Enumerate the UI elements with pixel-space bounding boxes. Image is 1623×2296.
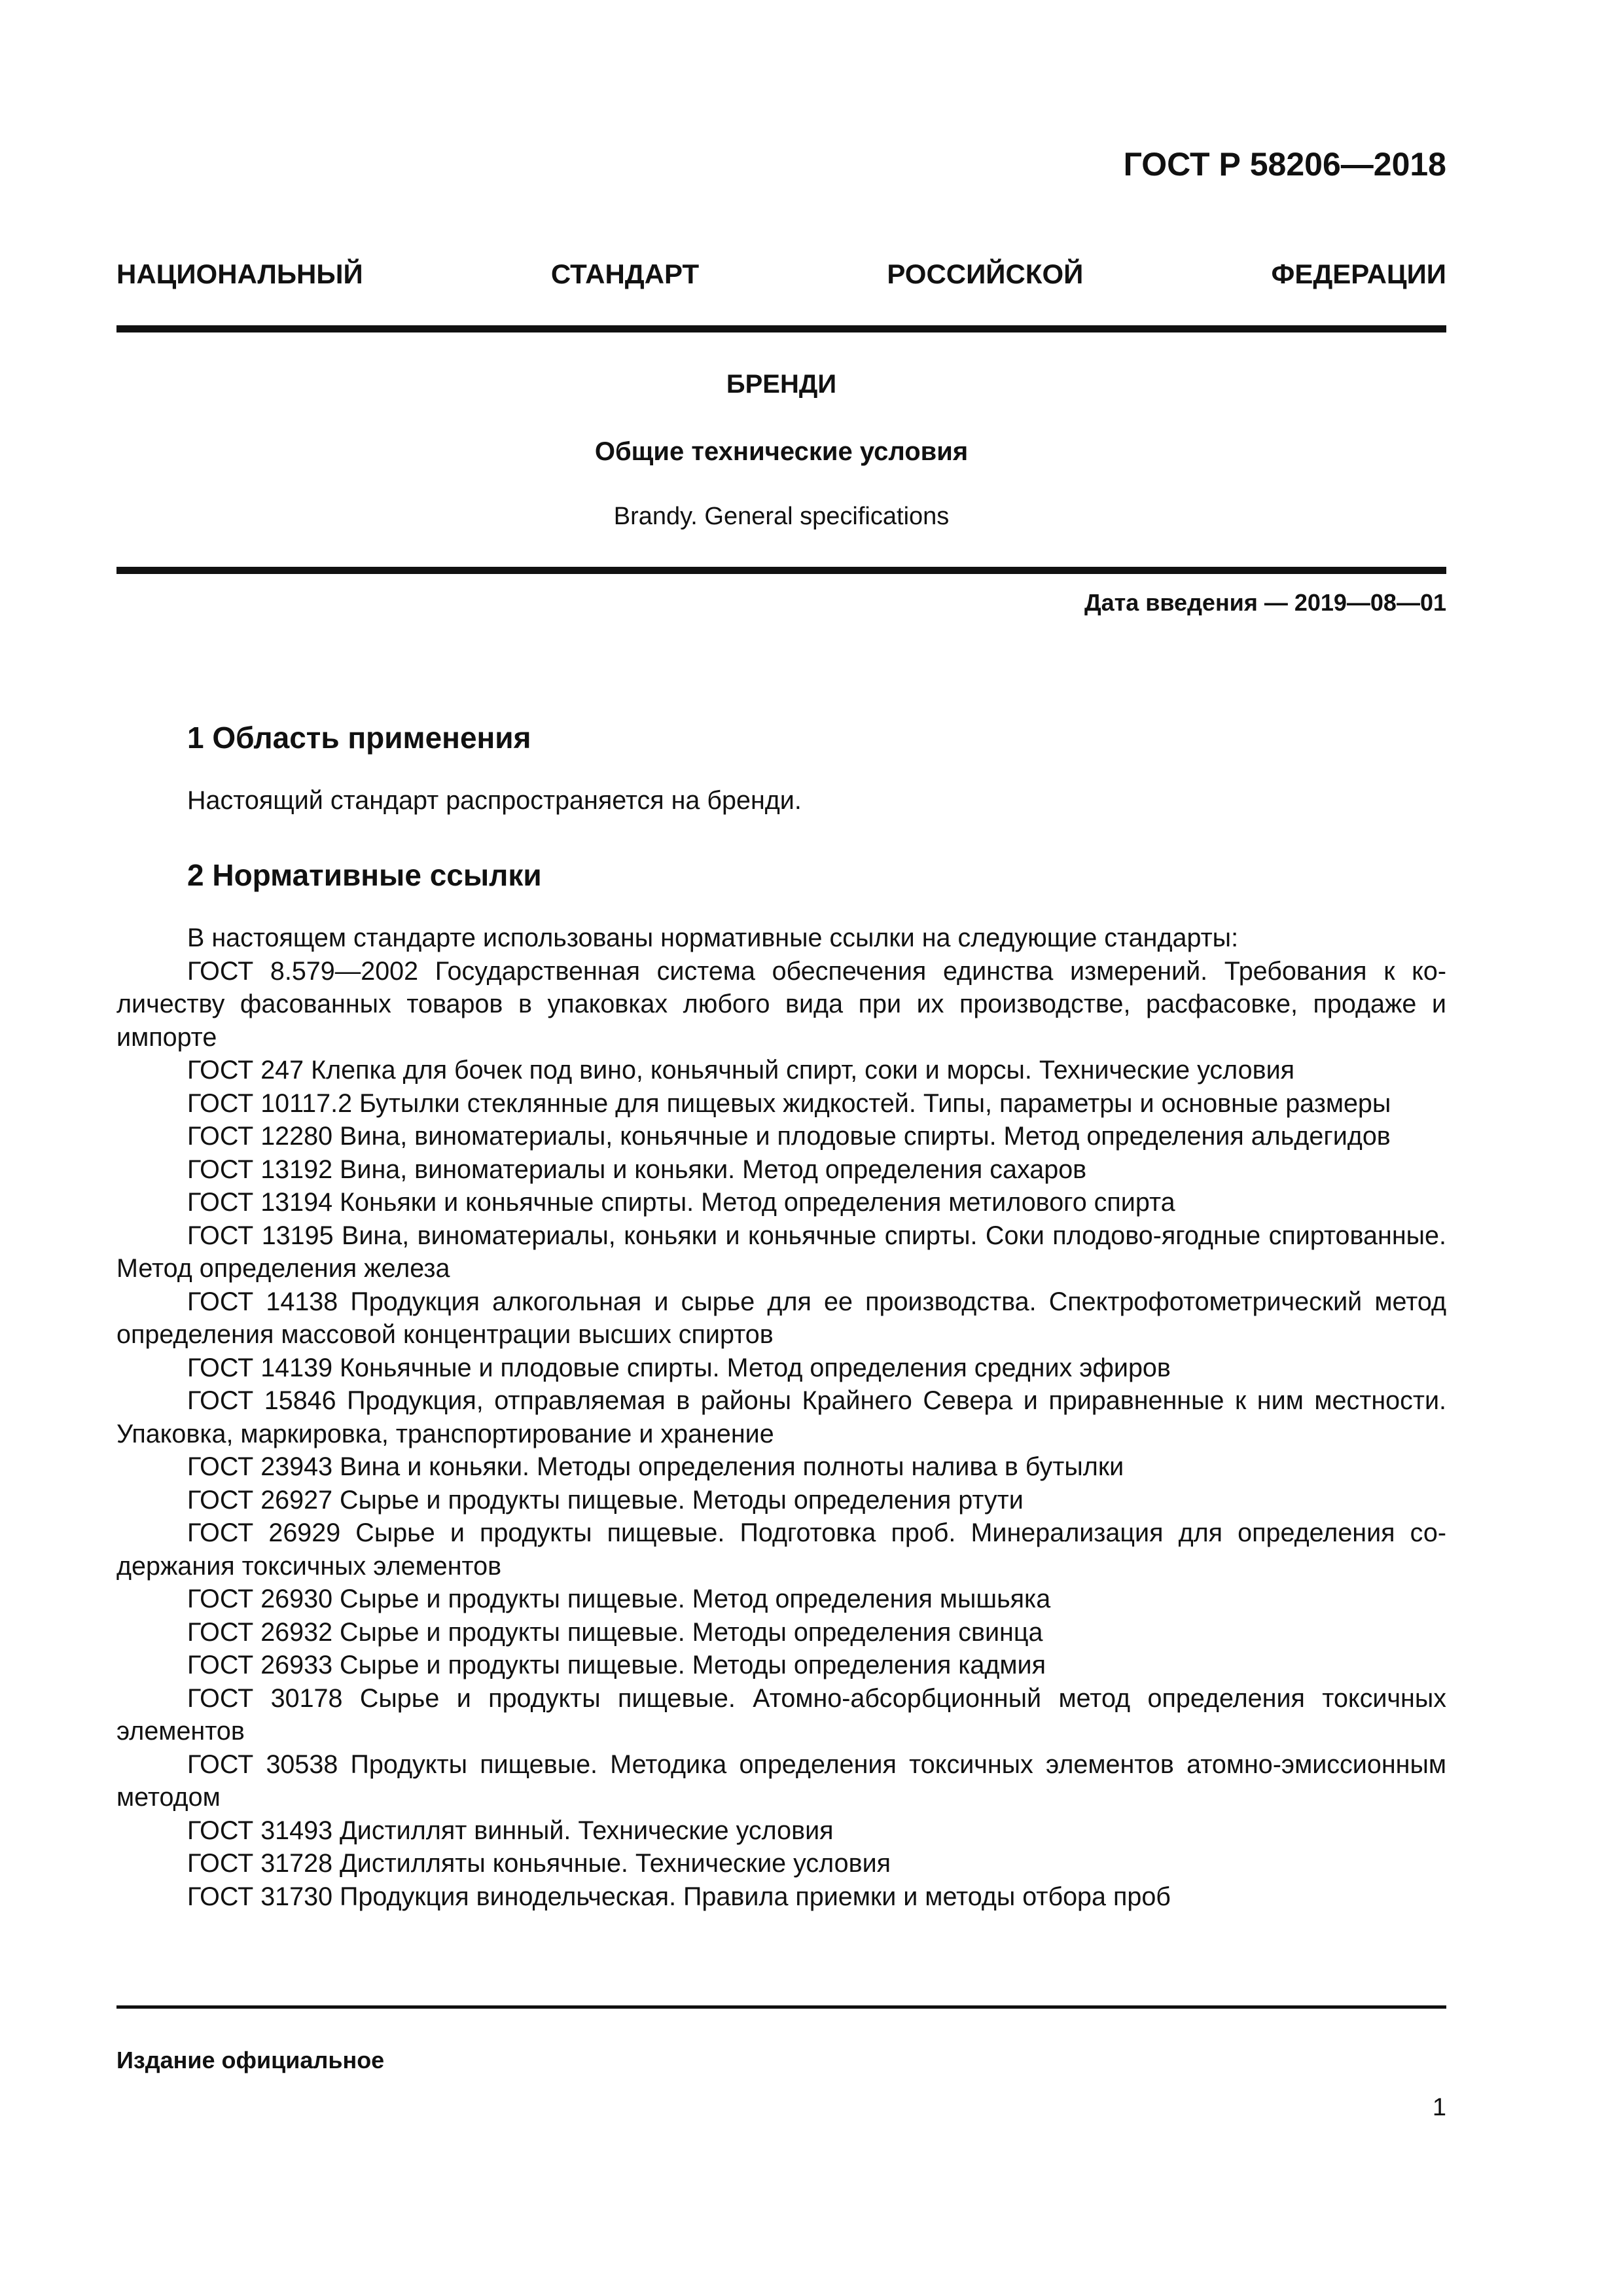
reference-item: ГОСТ 31730 Продукция винодельческая. Правила приемки и методы отбора проб <box>187 1882 1171 1911</box>
reference-item: ГОСТ 13194 Коньяки и коньячные спирты. Метод определения метилового спирта <box>187 1188 1175 1217</box>
references-intro: В настоящем стандарте использованы нормативные ссылки на следующие стандарты: <box>187 924 1239 952</box>
reference-item: ГОСТ 13195 Вина, виноматериалы, коньяки и коньячные спирты. Соки плодово-ягодные спиртованные. Метод определения железа <box>116 1221 1446 1283</box>
standard-number: ГОСТ Р 58206—2018 <box>1123 146 1446 183</box>
reference-item: ГОСТ 10117.2 Бутылки стеклянные для пищевых жидкостей. Типы, параметры и основные размеры <box>187 1088 1391 1118</box>
reference-item: ГОСТ 23943 Вина и коньяки. Методы определения полноты налива в бутылки <box>187 1452 1124 1481</box>
page-number: 1 <box>1432 2094 1446 2121</box>
document-subtitle: Общие технические условия <box>594 437 969 466</box>
reference-item: ГОСТ 8.579—2002 Государственная система обеспечения единства измерений. Требования к количеству фасованных товаров в упаковках любого вида при их производстве, расфасовке, продаже и импорте <box>116 956 1446 1052</box>
document-title-english: Brandy. General specifications <box>613 503 950 530</box>
reference-item: ГОСТ 14139 Коньячные и плодовые спирты. Метод определения средних эфиров <box>187 1353 1171 1382</box>
reference-item: ГОСТ 26930 Сырье и продукты пищевые. Метод определения мышьяка <box>187 1585 1051 1613</box>
title-bottom-thick-rule <box>116 567 1446 574</box>
reference-item: ГОСТ 247 Клепка для бочек под вино, коньячный спирт, соки и морсы. Технические условия <box>187 1056 1295 1085</box>
section-2-heading: 2 Нормативные ссылки <box>187 858 542 892</box>
reference-item: ГОСТ 31493 Дистиллят винный. Технические условия <box>187 1816 834 1845</box>
reference-item: ГОСТ 30538 Продукты пищевые. Методика определения токсичных элементов атомно-эмиссионным методом <box>116 1749 1446 1812</box>
reference-item: ГОСТ 26933 Сырье и продукты пищевые. Методы определения кадмия <box>187 1651 1046 1679</box>
reference-item: ГОСТ 26927 Сырье и продукты пищевые. Методы определения ртути <box>187 1485 1024 1515</box>
normative-references-list <box>116 922 1446 1913</box>
reference-item: ГОСТ 13192 Вина, виноматериалы и коньяки. Метод определения сахаров <box>187 1155 1087 1184</box>
reference-item: ГОСТ 26929 Сырье и продукты пищевые. Подготовка проб. Минерализация для определения содержания токсичных элементов <box>116 1518 1446 1581</box>
reference-item: ГОСТ 31728 Дистилляты коньячные. Технические условия <box>187 1849 891 1878</box>
national-standard-header: НАЦИОНАЛЬНЫЙ СТАНДАРТ РОССИЙСКОЙ ФЕДЕРАЦИИ <box>116 259 1446 289</box>
footer-rule <box>116 2005 1446 2009</box>
reference-item: ГОСТ 15846 Продукция, отправляемая в районы Крайнего Севера и приравненные к ним местности. Упаковка, маркировка, транспортирование и хранение <box>116 1386 1446 1448</box>
introduction-date: Дата введения — 2019—08—01 <box>1084 589 1446 616</box>
section-1-heading: 1 Область применения <box>187 721 531 755</box>
top-thick-rule <box>116 325 1446 332</box>
reference-item: ГОСТ 26932 Сырье и продукты пищевые. Методы определения свинца <box>187 1617 1043 1647</box>
reference-item: ГОСТ 12280 Вина, виноматериалы, коньячные и плодовые спирты. Метод определения альдегидов <box>187 1122 1391 1151</box>
section-1-text: Настоящий стандарт распространяется на бренди. <box>187 786 802 815</box>
official-edition-label: Издание официальное <box>116 2047 385 2073</box>
document-title: БРЕНДИ <box>726 370 837 399</box>
reference-item: ГОСТ 30178 Сырье и продукты пищевые. Атомно-абсорбционный метод определения токсичных элементов <box>116 1683 1446 1746</box>
reference-item: ГОСТ 14138 Продукция алкогольная и сырье для ее производства. Спектрофотометрический метод определения массовой концентрации высших спиртов <box>116 1287 1446 1349</box>
